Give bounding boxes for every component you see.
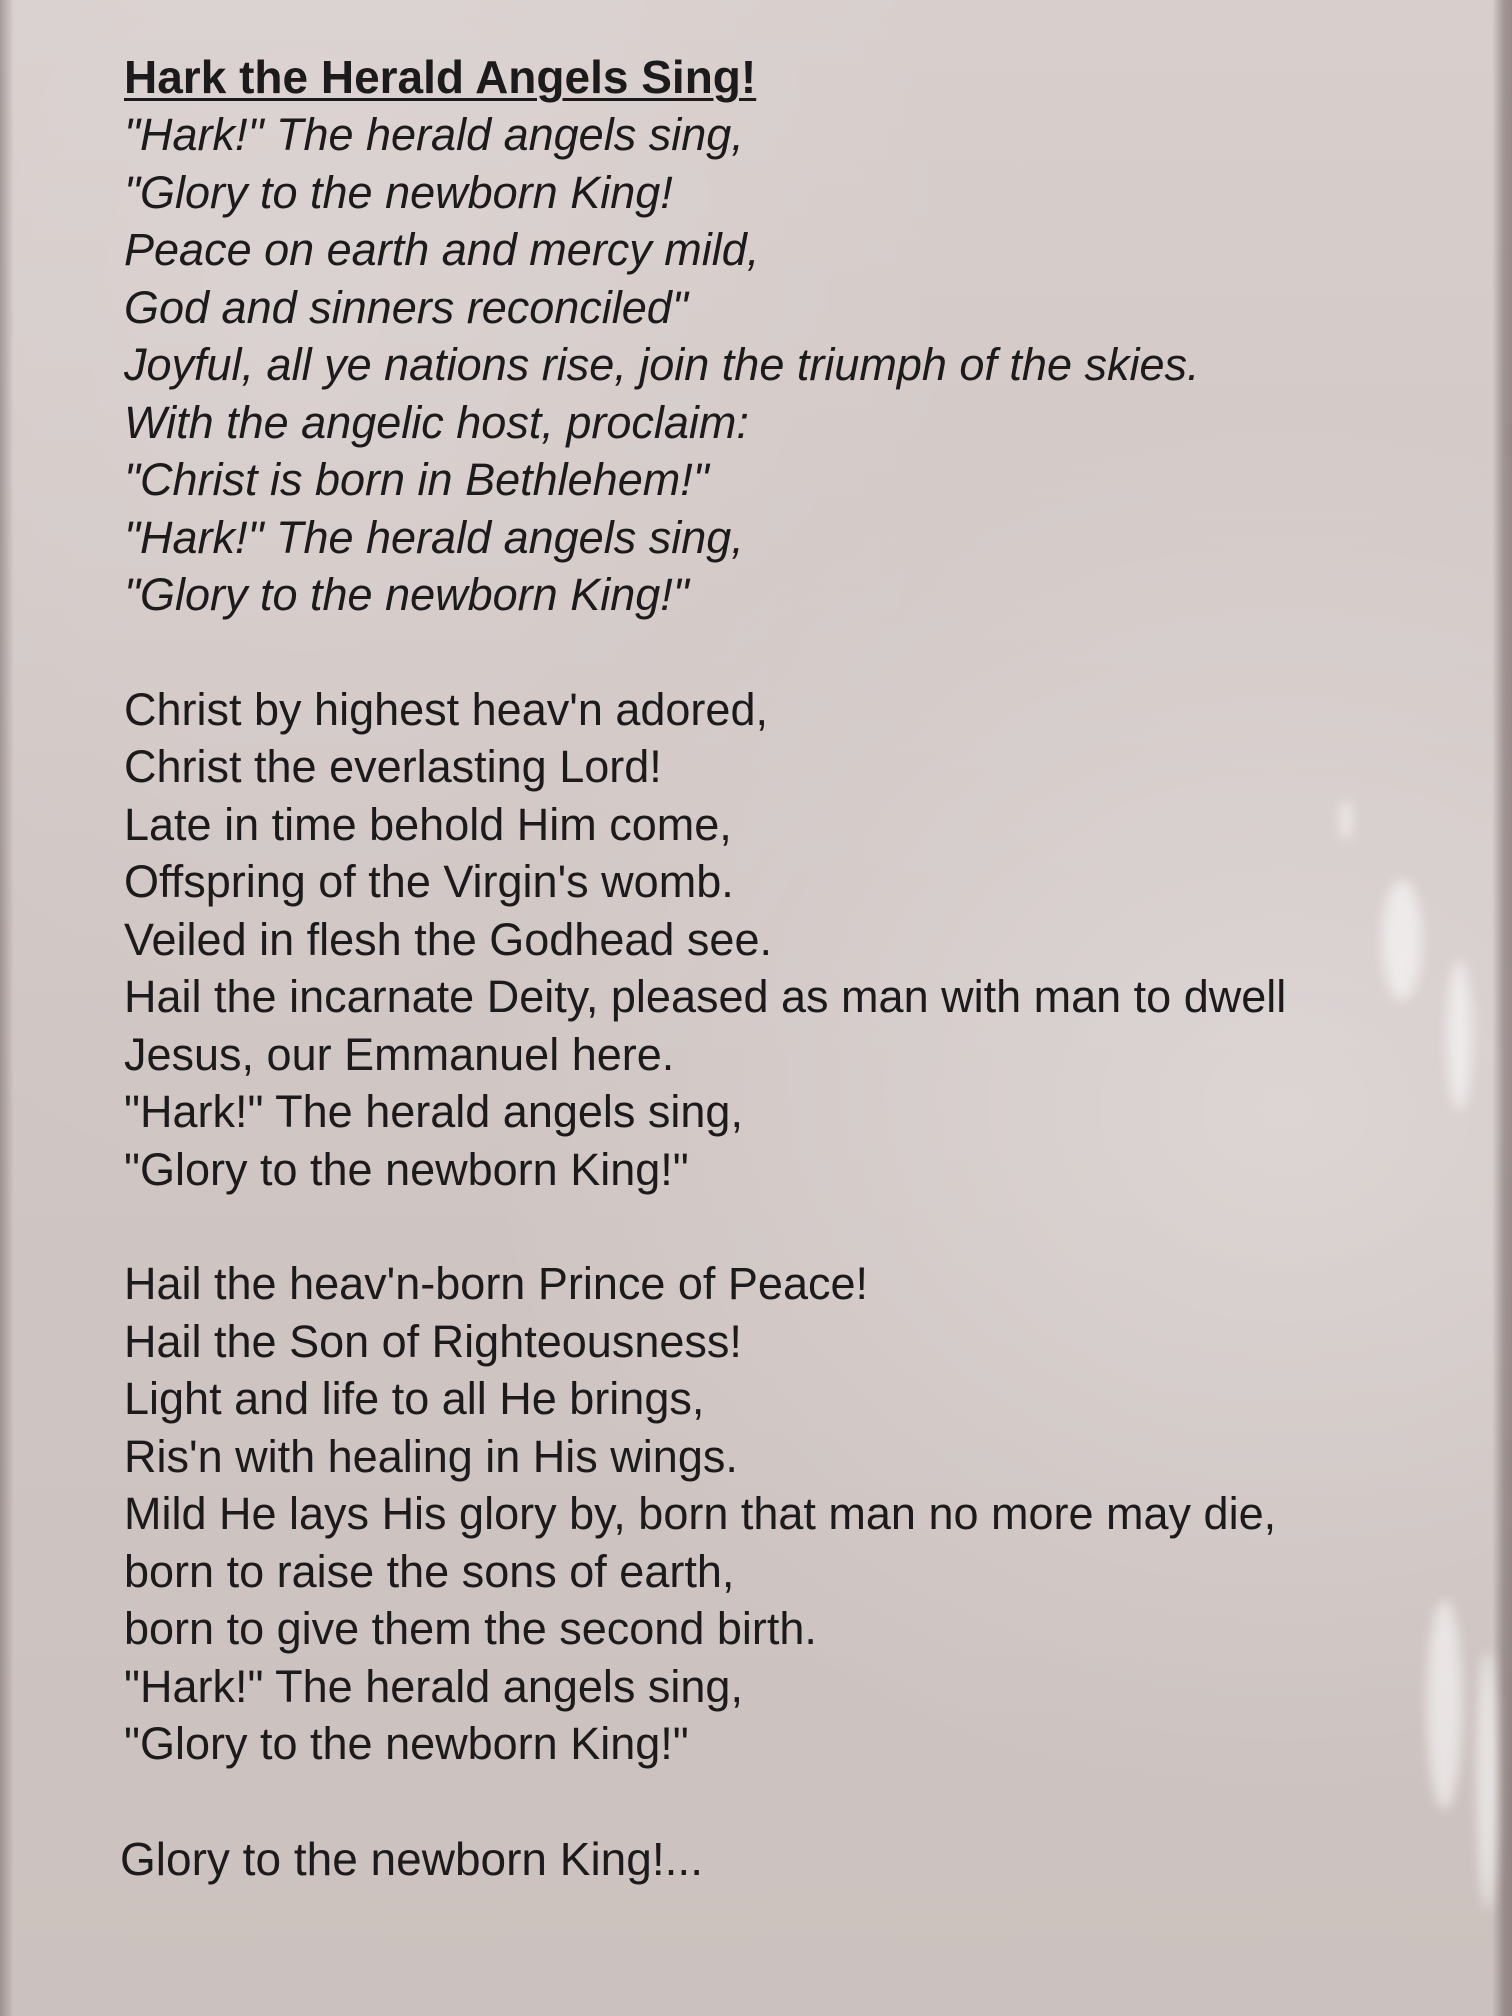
closing-line: Glory to the newborn King!...	[120, 1832, 703, 1885]
verse-line: Jesus, our Emmanuel here.	[124, 1028, 675, 1080]
verse-line: Veiled in flesh the Godhead see.	[124, 913, 772, 965]
verse-line: "Christ is born in Bethlehem!"	[124, 454, 709, 505]
page-edge-shadow	[0, 0, 14, 2016]
verse-line: Christ by highest heav'n adored,	[124, 683, 768, 735]
verse-line: Hail the Son of Righteousness!	[124, 1315, 742, 1367]
stanza-gap	[124, 624, 1454, 681]
verse-line: "Glory to the newborn King!	[124, 166, 673, 218]
plastic-glare	[1477, 1650, 1497, 1910]
verse-line: "Glory to the newborn King!"	[124, 1143, 689, 1195]
verse-3	[124, 1255, 1454, 1773]
verse-line: "Glory to the newborn King!"	[124, 1718, 689, 1769]
verse-line: "Glory to the newborn King!"	[124, 569, 689, 620]
verse-line: Late in time behold Him come,	[124, 798, 732, 850]
stanza-gap	[124, 1198, 1454, 1255]
verse-line: Light and life to all He brings,	[124, 1373, 705, 1424]
verse-line: Peace on earth and mercy mild,	[124, 224, 760, 275]
verse-line: Christ the everlasting Lord!	[124, 741, 662, 792]
verse-line: God and sinners reconciled"	[124, 281, 688, 333]
verse-2	[124, 681, 1454, 1199]
verse-line: Offspring of the Virgin's womb.	[124, 856, 734, 907]
verse-line: Ris'n with healing in His wings.	[124, 1430, 738, 1482]
verse-line: "Hark!" The herald angels sing,	[124, 1086, 743, 1137]
verse-line: born to raise the sons of earth,	[124, 1545, 735, 1597]
verse-line: "Hark!" The herald angels sing,	[124, 109, 744, 160]
verse-1	[124, 106, 1454, 624]
verse-line: born to give them the second birth.	[124, 1603, 817, 1654]
verse-line: Hail the incarnate Deity, pleased as man with man to dwell	[124, 971, 1287, 1022]
verse-line: "Hark!" The herald angels sing,	[124, 511, 744, 563]
stanza-gap	[124, 1773, 1454, 1830]
verse-line: With the angelic host, proclaim:	[124, 396, 749, 448]
verse-line: Hail the heav'n-born Prince of Peace!	[124, 1258, 869, 1309]
verse-line: Joyful, all ye nations rise, join the triumph of the skies.	[124, 339, 1200, 390]
verse-line: "Hark!" The herald angels sing,	[124, 1660, 743, 1712]
verse-line: Mild He lays His glory by, born that man no more may die,	[124, 1488, 1277, 1539]
song-title: Hark the Herald Angels Sing!	[124, 51, 757, 103]
song-text	[120, 48, 1454, 1888]
